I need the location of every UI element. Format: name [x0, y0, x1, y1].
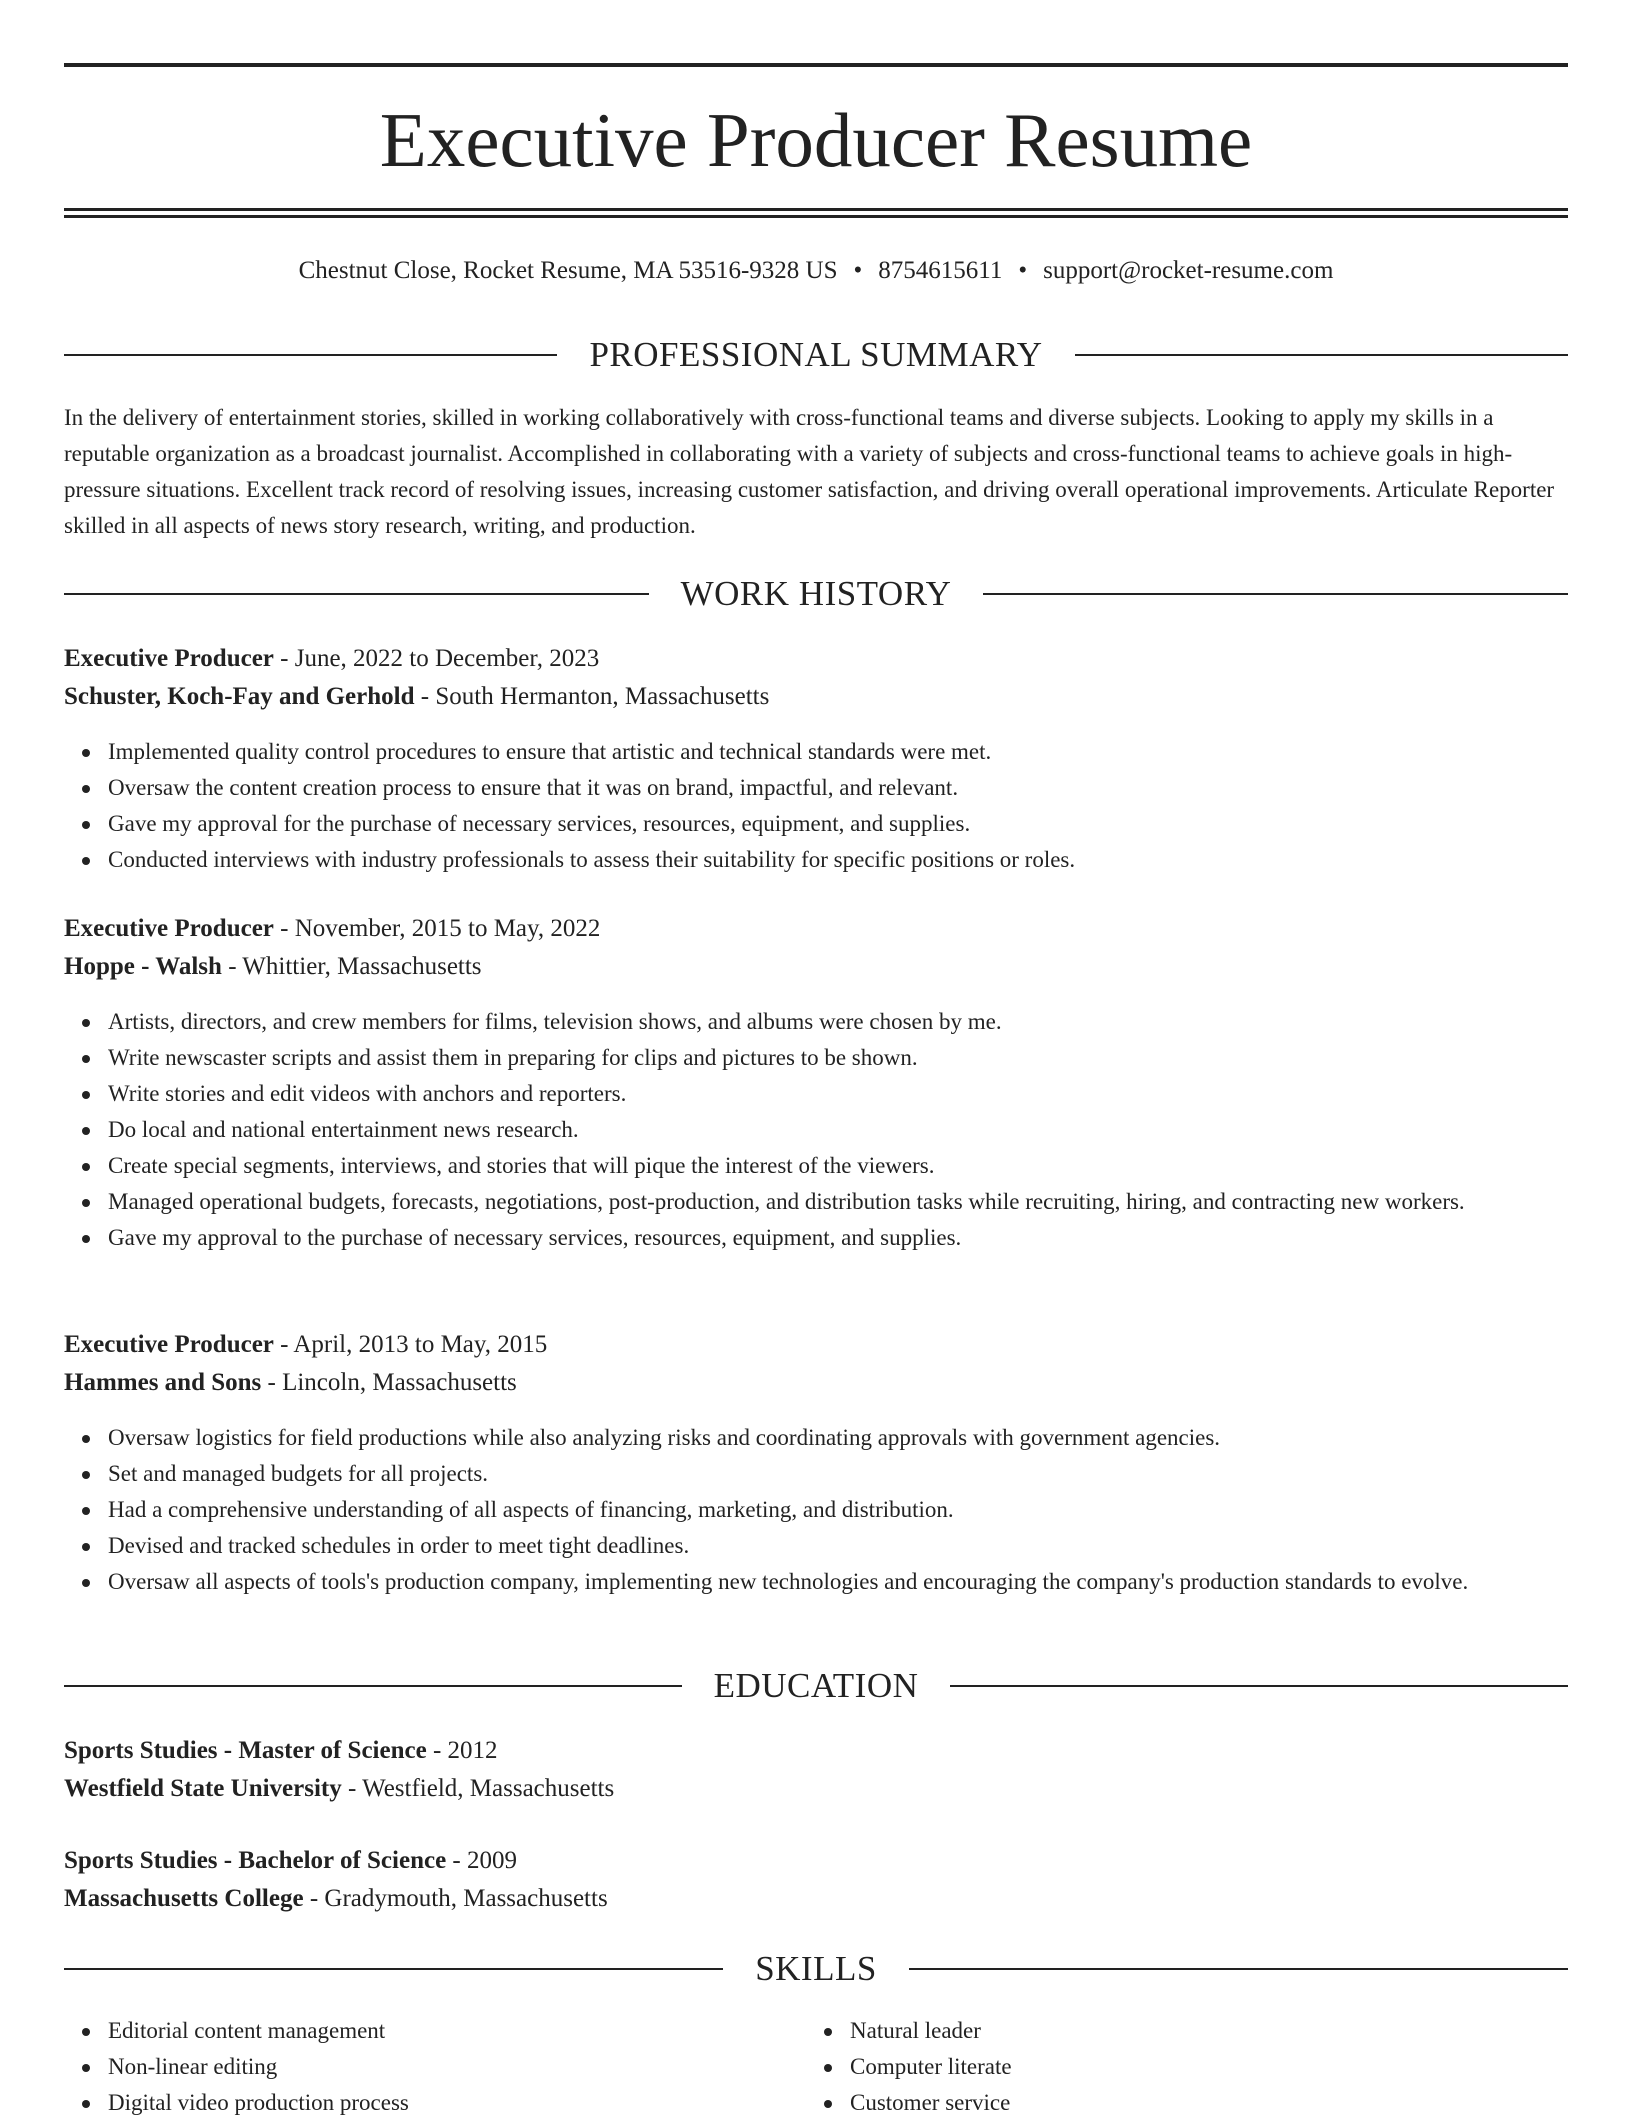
heading-rule: [1075, 354, 1568, 356]
job-company-line: [64, 1364, 1568, 1402]
bullet-text: Managed operational budgets, forecasts, negotiations, post-production, and distribution tasks while recruiting, hiring, and contracting new workers.: [108, 1189, 1465, 1214]
skill-text: Non-linear editing: [108, 2054, 278, 2079]
bullet-icon: [82, 2100, 90, 2108]
job-company: Schuster, Koch-Fay and Gerhold: [64, 683, 415, 710]
bullet-text: Had a comprehensive understanding of all aspects of financing, marketing, and distribution.: [108, 1497, 954, 1522]
list-item: [64, 1040, 1568, 1076]
bullet-icon: [82, 1127, 90, 1135]
bullet-text: Gave my approval for the purchase of necessary services, resources, equipment, and supplies.: [108, 811, 971, 836]
heading-rule: [950, 1685, 1568, 1687]
list-item: [64, 770, 1568, 806]
education-entry: [64, 1732, 1568, 1808]
job-role: Executive Producer: [64, 915, 274, 942]
title-double-rule: [64, 208, 1568, 218]
bullet-icon: [82, 1199, 90, 1207]
bullet-icon: [82, 1543, 90, 1551]
school: Massachusetts College: [64, 1885, 304, 1912]
list-item: [64, 1564, 1568, 1600]
skill-text: Digital video production process: [108, 2090, 409, 2115]
job-company-line: [64, 948, 1568, 986]
heading-rule: [64, 593, 649, 595]
heading-rule: [64, 1968, 723, 1970]
bullet-icon: [82, 1163, 90, 1171]
job-dates: - June, 2022 to December, 2023: [273, 645, 600, 672]
job-bullets: [64, 734, 1568, 878]
bullet-icon: [82, 1507, 90, 1515]
degree: Sports Studies - Bachelor of Science: [64, 1847, 447, 1874]
summary-text: In the delivery of entertainment stories, skilled in working collaboratively with cross-functional teams and diverse subjects. Looking to apply my skills in a reputable organization as a broadcast journalist. Accomplished in collaborating with a variety of subjects and cross-functional teams to achieve goals in high-pressure situations. Excellent track record of resolving issues, increasing customer satisfaction, and driving overall operational improvements. Articulate Reporter skilled in all aspects of news story research, writing, and production.: [64, 405, 1555, 538]
bullet-icon: [82, 1091, 90, 1099]
job-entry: [64, 640, 1568, 716]
bullet-icon: [82, 1471, 90, 1479]
bullet-text: Artists, directors, and crew members for films, television shows, and albums were chosen by me.: [108, 1009, 1002, 1034]
bullet-icon: [824, 2064, 832, 2072]
contact-separator: •: [1018, 257, 1028, 284]
skills-list-right: [806, 2013, 1506, 2121]
contact-address: Chestnut Close, Rocket Resume, MA 53516-9328 US: [298, 257, 838, 284]
bullet-text: Gave my approval to the purchase of necessary services, resources, equipment, and supplies.: [108, 1225, 962, 1250]
skill-text: Computer literate: [850, 2054, 1012, 2079]
bullet-icon: [82, 2064, 90, 2072]
list-item: [64, 2085, 764, 2121]
contact-line: [64, 252, 1568, 290]
bullet-text: Write newscaster scripts and assist them in preparing for clips and pictures to be shown.: [108, 1045, 918, 1070]
list-item: [64, 1456, 1568, 1492]
job-entry: [64, 910, 1568, 986]
bullet-icon: [82, 1435, 90, 1443]
bullet-text: Oversaw logistics for field productions while also analyzing risks and coordinating approvals with government agencies.: [108, 1425, 1221, 1450]
bullet-icon: [82, 2028, 90, 2036]
job-entry: [64, 1326, 1568, 1402]
section-title: EDUCATION: [713, 1666, 919, 1705]
list-item: [64, 1492, 1568, 1528]
bullet-text: Set and managed budgets for all projects.: [108, 1461, 489, 1486]
skills-list-left: [64, 2013, 764, 2121]
job-bullets: [64, 1004, 1568, 1256]
bullet-text: Conducted interviews with industry professionals to assess their suitability for specific positions or roles.: [108, 847, 1076, 872]
list-item: [64, 842, 1568, 878]
school-location: - Gradymouth, Massachusetts: [303, 1885, 608, 1912]
job-role: Executive Producer: [64, 645, 274, 672]
degree-line: [64, 1842, 1568, 1880]
list-item: [64, 1112, 1568, 1148]
list-item: [64, 1148, 1568, 1184]
section-title: PROFESSIONAL SUMMARY: [589, 335, 1043, 374]
bullet-icon: [82, 857, 90, 865]
degree-line: [64, 1732, 1568, 1770]
bullet-text: Write stories and edit videos with anchors and reporters.: [108, 1081, 627, 1106]
job-company: Hoppe - Walsh: [64, 953, 222, 980]
bullet-icon: [82, 1055, 90, 1063]
school-line: [64, 1880, 1568, 1918]
bullet-text: Create special segments, interviews, and stories that will pique the interest of the viewers.: [108, 1153, 935, 1178]
section-title: WORK HISTORY: [680, 574, 952, 613]
list-item: [64, 2013, 764, 2049]
list-item: [64, 1076, 1568, 1112]
list-item: [806, 2013, 1506, 2049]
job-location: - Lincoln, Massachusetts: [261, 1369, 517, 1396]
bullet-icon: [82, 1579, 90, 1587]
list-item: [64, 2049, 764, 2085]
education-entry: [64, 1842, 1568, 1918]
school-location: - Westfield, Massachusetts: [341, 1775, 615, 1802]
bullet-icon: [824, 2028, 832, 2036]
heading-rule: [64, 354, 557, 356]
degree: Sports Studies - Master of Science: [64, 1737, 427, 1764]
job-dates: - April, 2013 to May, 2015: [273, 1331, 548, 1358]
list-item: [64, 1004, 1568, 1040]
contact-phone: 8754615611: [878, 257, 1003, 284]
contact-email: support@rocket-resume.com: [1043, 257, 1334, 284]
job-company-line: [64, 678, 1568, 716]
list-item: [806, 2085, 1506, 2121]
job-title-line: [64, 910, 1568, 948]
list-item: [64, 734, 1568, 770]
bullet-text: Devised and tracked schedules in order to meet tight deadlines.: [108, 1533, 690, 1558]
section-title: SKILLS: [755, 1949, 877, 1988]
job-dates: - November, 2015 to May, 2022: [273, 915, 601, 942]
job-location: - South Hermanton, Massachusetts: [414, 683, 770, 710]
school: Westfield State University: [64, 1775, 342, 1802]
job-title-line: [64, 1326, 1568, 1364]
bullet-icon: [82, 1235, 90, 1243]
list-item: [64, 1420, 1568, 1456]
top-rule: [64, 63, 1568, 67]
section-heading-summary: [64, 333, 1568, 377]
contact-separator: •: [853, 257, 863, 284]
bullet-text: Implemented quality control procedures to ensure that artistic and technical standards were met.: [108, 739, 992, 764]
job-title-line: [64, 640, 1568, 678]
section-heading-skills: [64, 1947, 1568, 1991]
list-item: [64, 1220, 1568, 1256]
bullet-icon: [82, 1019, 90, 1027]
bullet-icon: [82, 821, 90, 829]
skill-text: Editorial content management: [108, 2018, 386, 2043]
skill-text: Natural leader: [850, 2018, 981, 2043]
heading-rule: [909, 1968, 1568, 1970]
bullet-text: Do local and national entertainment news research.: [108, 1117, 579, 1142]
section-heading-work-history: [64, 572, 1568, 616]
bullet-text: Oversaw the content creation process to ensure that it was on brand, impactful, and relevant.: [108, 775, 959, 800]
document-title: Executive Producer Resume: [379, 97, 1253, 183]
section-heading-education: [64, 1664, 1568, 1708]
job-company: Hammes and Sons: [64, 1369, 262, 1396]
bullet-icon: [82, 785, 90, 793]
job-role: Executive Producer: [64, 1331, 274, 1358]
list-item: [64, 806, 1568, 842]
bullet-icon: [82, 749, 90, 757]
list-item: [64, 1528, 1568, 1564]
skill-text: Customer service: [850, 2090, 1011, 2115]
bullet-icon: [824, 2100, 832, 2108]
heading-rule: [983, 593, 1568, 595]
heading-rule: [64, 1685, 682, 1687]
list-item: [806, 2049, 1506, 2085]
job-location: - Whittier, Massachusetts: [221, 953, 482, 980]
degree-year: - 2012: [426, 1737, 498, 1764]
list-item: [64, 1184, 1568, 1220]
bullet-text: Oversaw all aspects of tools's production company, implementing new technologies and encouraging the company's production standards to evolve.: [108, 1569, 1469, 1594]
degree-year: - 2009: [446, 1847, 517, 1874]
job-bullets: [64, 1420, 1568, 1600]
school-line: [64, 1770, 1568, 1808]
